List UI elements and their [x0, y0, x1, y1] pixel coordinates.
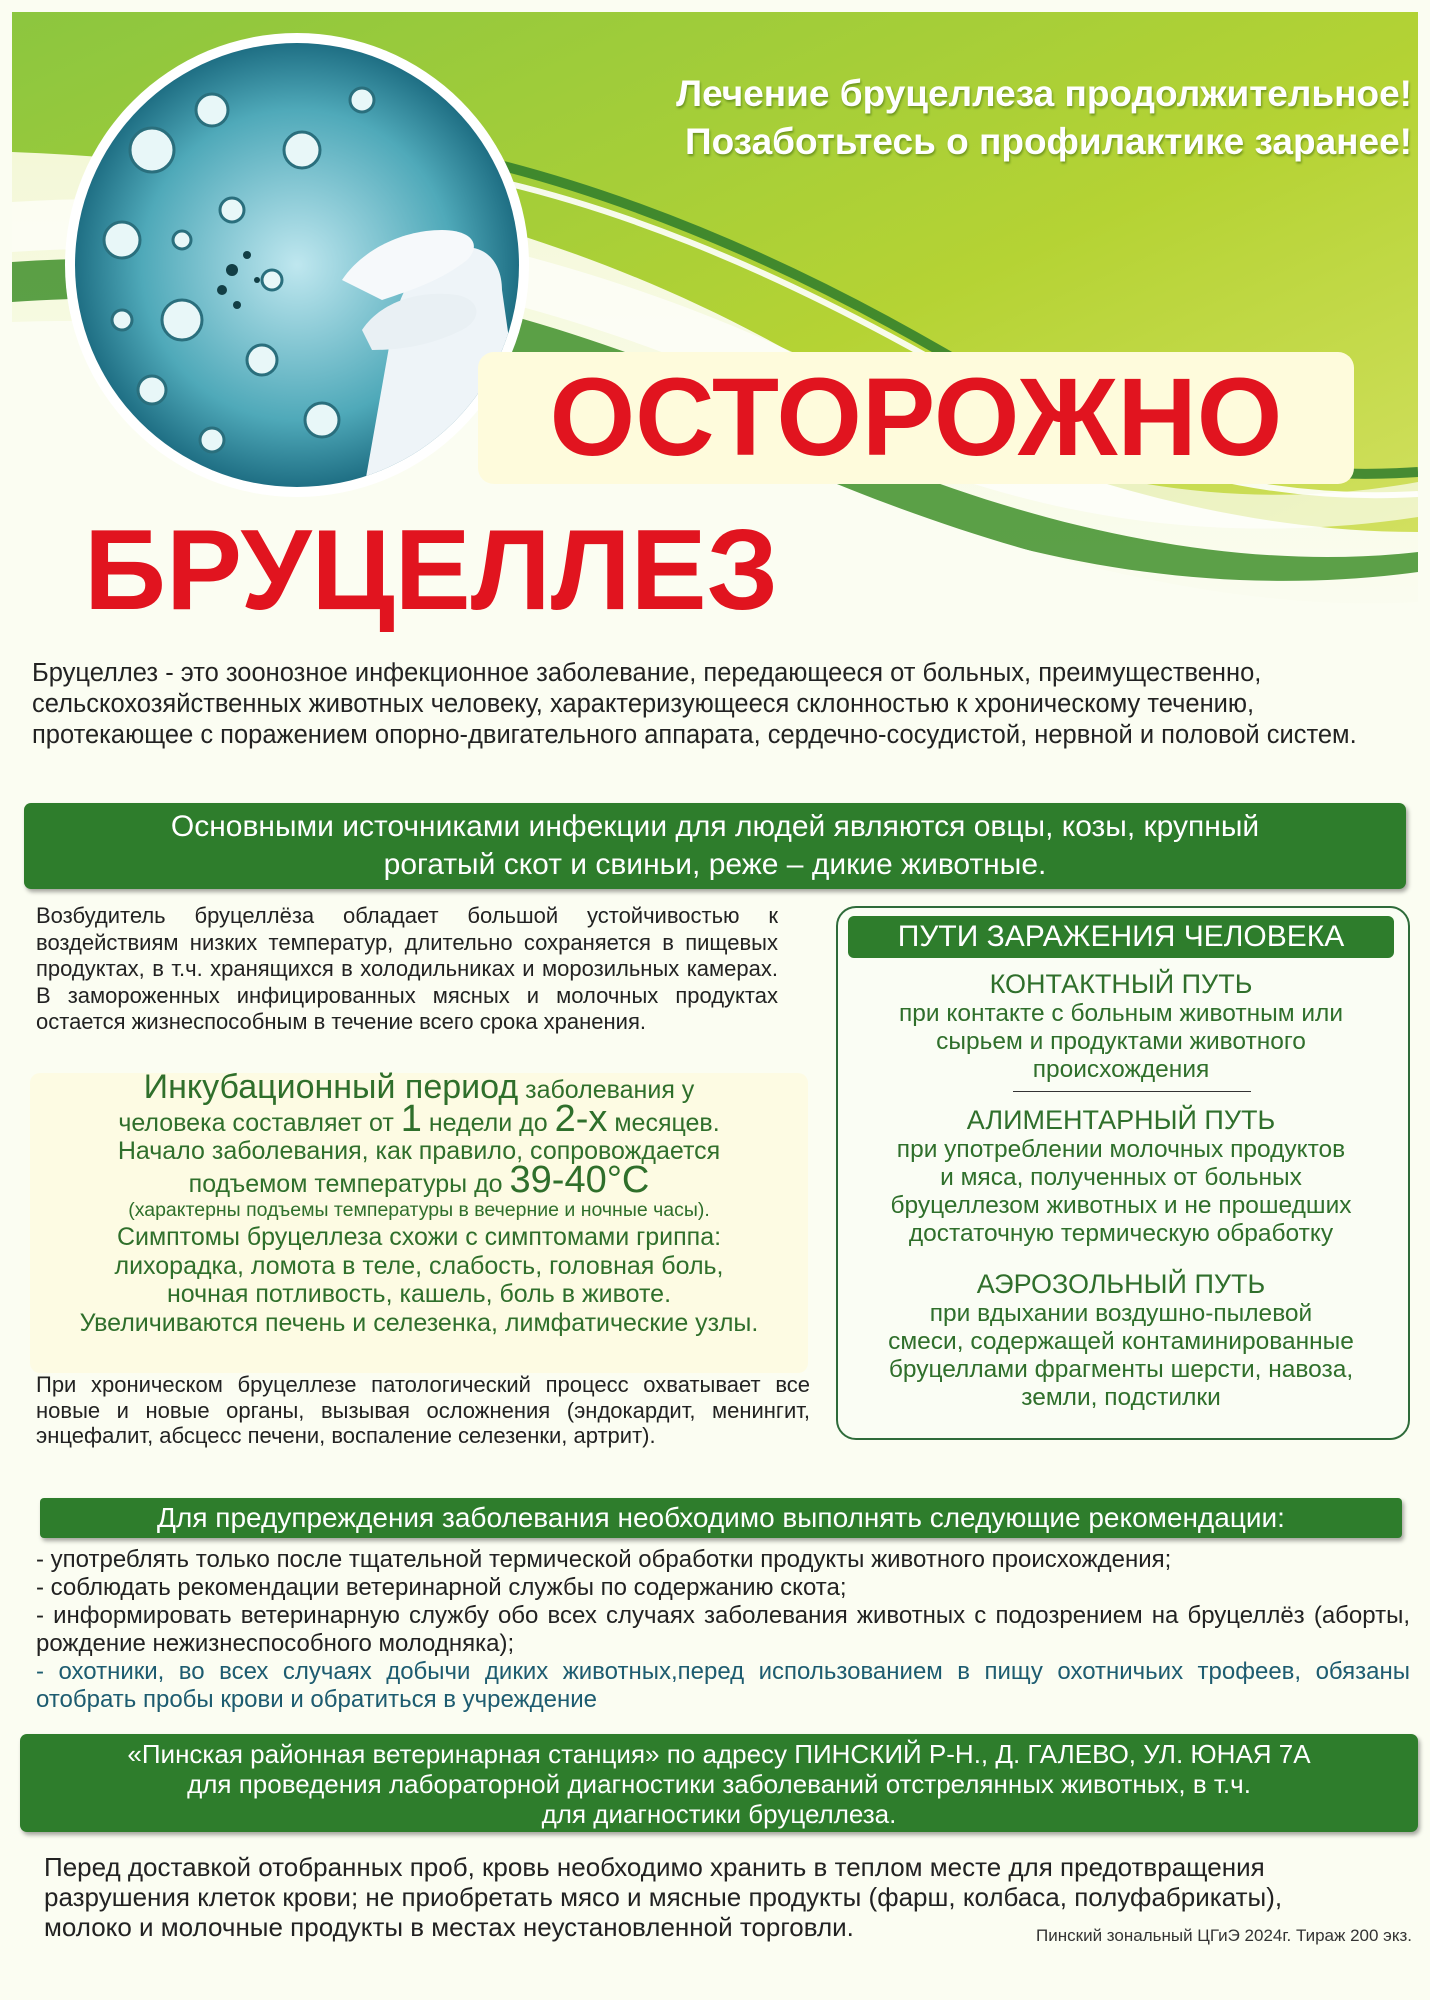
alimentary-way-line: бруцеллезом животных и не прошедших [890, 1192, 1352, 1219]
incubation-block [30, 1068, 808, 1337]
station-line-2: для проведения лабораторной диагностики заболеваний отстрелянных животных, в т.ч. [187, 1769, 1251, 1799]
incubation-title: Инкубационный период [143, 1068, 519, 1106]
aerosol-way-line: бруцеллами фрагменты шерсти, навоза, [888, 1356, 1354, 1383]
recommendation-item: - соблюдать рекомендации ветеринарной службы по содержанию скота; [36, 1574, 847, 1601]
divider [1013, 1091, 1251, 1092]
advice-line: молоко и молочные продукты в местах неустановленной торговли. [44, 1912, 854, 1942]
symptoms-line-4: Увеличиваются печень и селезенка, лимфатические узлы. [79, 1308, 759, 1337]
infection-ways-title: ПУТИ ЗАРАЖЕНИЯ ЧЕЛОВЕКА [848, 916, 1394, 958]
alimentary-way-line: и мяса, полученных от больных [940, 1164, 1302, 1191]
alimentary-way [840, 1104, 1402, 1248]
aerosol-way-line: при вдыхании воздушно-пылевой [929, 1300, 1313, 1327]
infection-sources-banner [24, 803, 1406, 889]
slogan-line-1: Лечение бруцеллеза продолжительное! [676, 73, 1412, 114]
recommendations-list [36, 1546, 1410, 1714]
contact-way-title: КОНТАКТНЫЙ ПУТЬ [989, 969, 1253, 999]
resistance-paragraph: Возбудитель бруцеллёза обладает большой устойчивостью к воздействиям низких температур, длительно сохраняется в пищевых продуктах, в т.ч. хранящихся в холодильниках и морозильных камерах. В замороженных инфицированных мясных и молочных продуктах остается жизнеспособным в течение всего срока хранения. [36, 903, 778, 1034]
advice-line: разрушения клеток крови; не приобретать мясо и мясные продукты (фарш, колбаса, полуфабрикаты), [44, 1882, 1283, 1912]
aerosol-way-title: АЭРОЗОЛЬНЫЙ ПУТЬ [976, 1269, 1266, 1299]
incubation-title-rest: заболевания у [525, 1076, 695, 1104]
temperature-value: 39-40°С [509, 1158, 650, 1201]
incubation-max: 2-х [554, 1097, 608, 1140]
station-line-3: для диагностики бруцеллеза. [541, 1799, 897, 1829]
petri-dish-image [62, 30, 532, 500]
prevention-banner: Для предупреждения заболевания необходимо выполнять следующие рекомендации: [40, 1498, 1402, 1538]
recommendation-item: - употреблять только после тщательной термической обработки продукты животного происхождения; [36, 1546, 1172, 1573]
incubation-period-unit: месяцев. [614, 1108, 720, 1137]
symptoms-line-3: ночная потливость, кашель, боль в животе. [166, 1280, 672, 1308]
contact-way-line: при контакте с больным животным или [898, 1000, 1344, 1027]
advice-line: Перед доставкой отобранных проб, кровь необходимо хранить в теплом месте для предотвращения [44, 1852, 1265, 1882]
incubation-period-mid: недели до [428, 1108, 548, 1137]
aerosol-way-line: земли, подстилки [1021, 1384, 1221, 1411]
intro-paragraph: Бруцеллез - это зоонозное инфекционное заболевание, передающееся от больных, преимущественно, сельскохозяйственных животных человеку, характеризующееся склонностью к хроническому течению, протекающее с поражением опорно-двигательного аппарата, сердечно-сосудистой, нервной и половой систем. [32, 659, 1357, 749]
temperature-note: (характерны подъемы температуры в вечерние и ночные часы). [128, 1199, 710, 1221]
contact-way-line: происхождения [1032, 1056, 1210, 1083]
onset-text: Начало заболевания, как правило, сопровождается [117, 1137, 721, 1165]
contact-way-line: сырьем и продуктами животного [936, 1028, 1306, 1055]
symptoms-line-1: Симптомы бруцеллеза схожи с симптомами гриппа: [116, 1223, 722, 1251]
warning-heading: ОСТОРОЖНО [549, 356, 1283, 479]
incubation-min: 1 [400, 1097, 422, 1140]
recommendation-item-hunters: - охотники, во всех случаях добычи диких животных,перед использованием в пищу охотничьих трофеев, обязаны отобрать пробы крови и обратиться в учреждение [36, 1658, 1410, 1713]
aerosol-way-line: смеси, содержащей контаминированные [888, 1328, 1354, 1355]
alimentary-way-line: достаточную термическую обработку [908, 1220, 1334, 1247]
contact-way [840, 968, 1402, 1084]
vet-station-banner [20, 1734, 1418, 1832]
publisher-footer: Пинский зональный ЦГиЭ 2024г. Тираж 200 экз. [1036, 1926, 1412, 1945]
sources-line-1: Основными источниками инфекции для людей являются овцы, козы, крупный [170, 810, 1260, 843]
slogan-line-2: Позаботьтесь о профилактике заранее! [684, 121, 1412, 162]
temperature-text: подъемом температуры до [188, 1169, 503, 1198]
recommendation-item: - информировать ветеринарную службу обо всех случаях заболевания животных с подозрением на бруцеллёз (аборты, рождение нежизнеспособного молодняка); [36, 1602, 1410, 1657]
aerosol-way [840, 1268, 1402, 1412]
sources-line-2: рогатый скот и свиньи, реже – дикие животные. [383, 848, 1047, 881]
alimentary-way-line: при употреблении молочных продуктов [896, 1136, 1346, 1163]
disease-heading: БРУЦЕЛЛЕЗ [84, 507, 779, 634]
symptoms-line-2: лихорадка, ломота в теле, слабость, головная боль, [114, 1251, 724, 1280]
chronic-paragraph: При хроническом бруцеллезе патологический процесс охватывает все новые и новые органы, вызывая осложнения (эндокардит, менингит, энцефалит, абсцесс печени, воспаление селезенки, артрит). [36, 1372, 810, 1448]
station-line-1: «Пинская районная ветеринарная станция» по адресу ПИНСКИЙ Р-Н., Д. ГАЛЕВО, УЛ. ЮНАЯ 7А [127, 1739, 1311, 1769]
slogan [512, 70, 1412, 166]
alimentary-way-title: АЛИМЕНТАРНЫЙ ПУТЬ [966, 1105, 1276, 1135]
incubation-period-text: человека составляет от [118, 1108, 394, 1137]
